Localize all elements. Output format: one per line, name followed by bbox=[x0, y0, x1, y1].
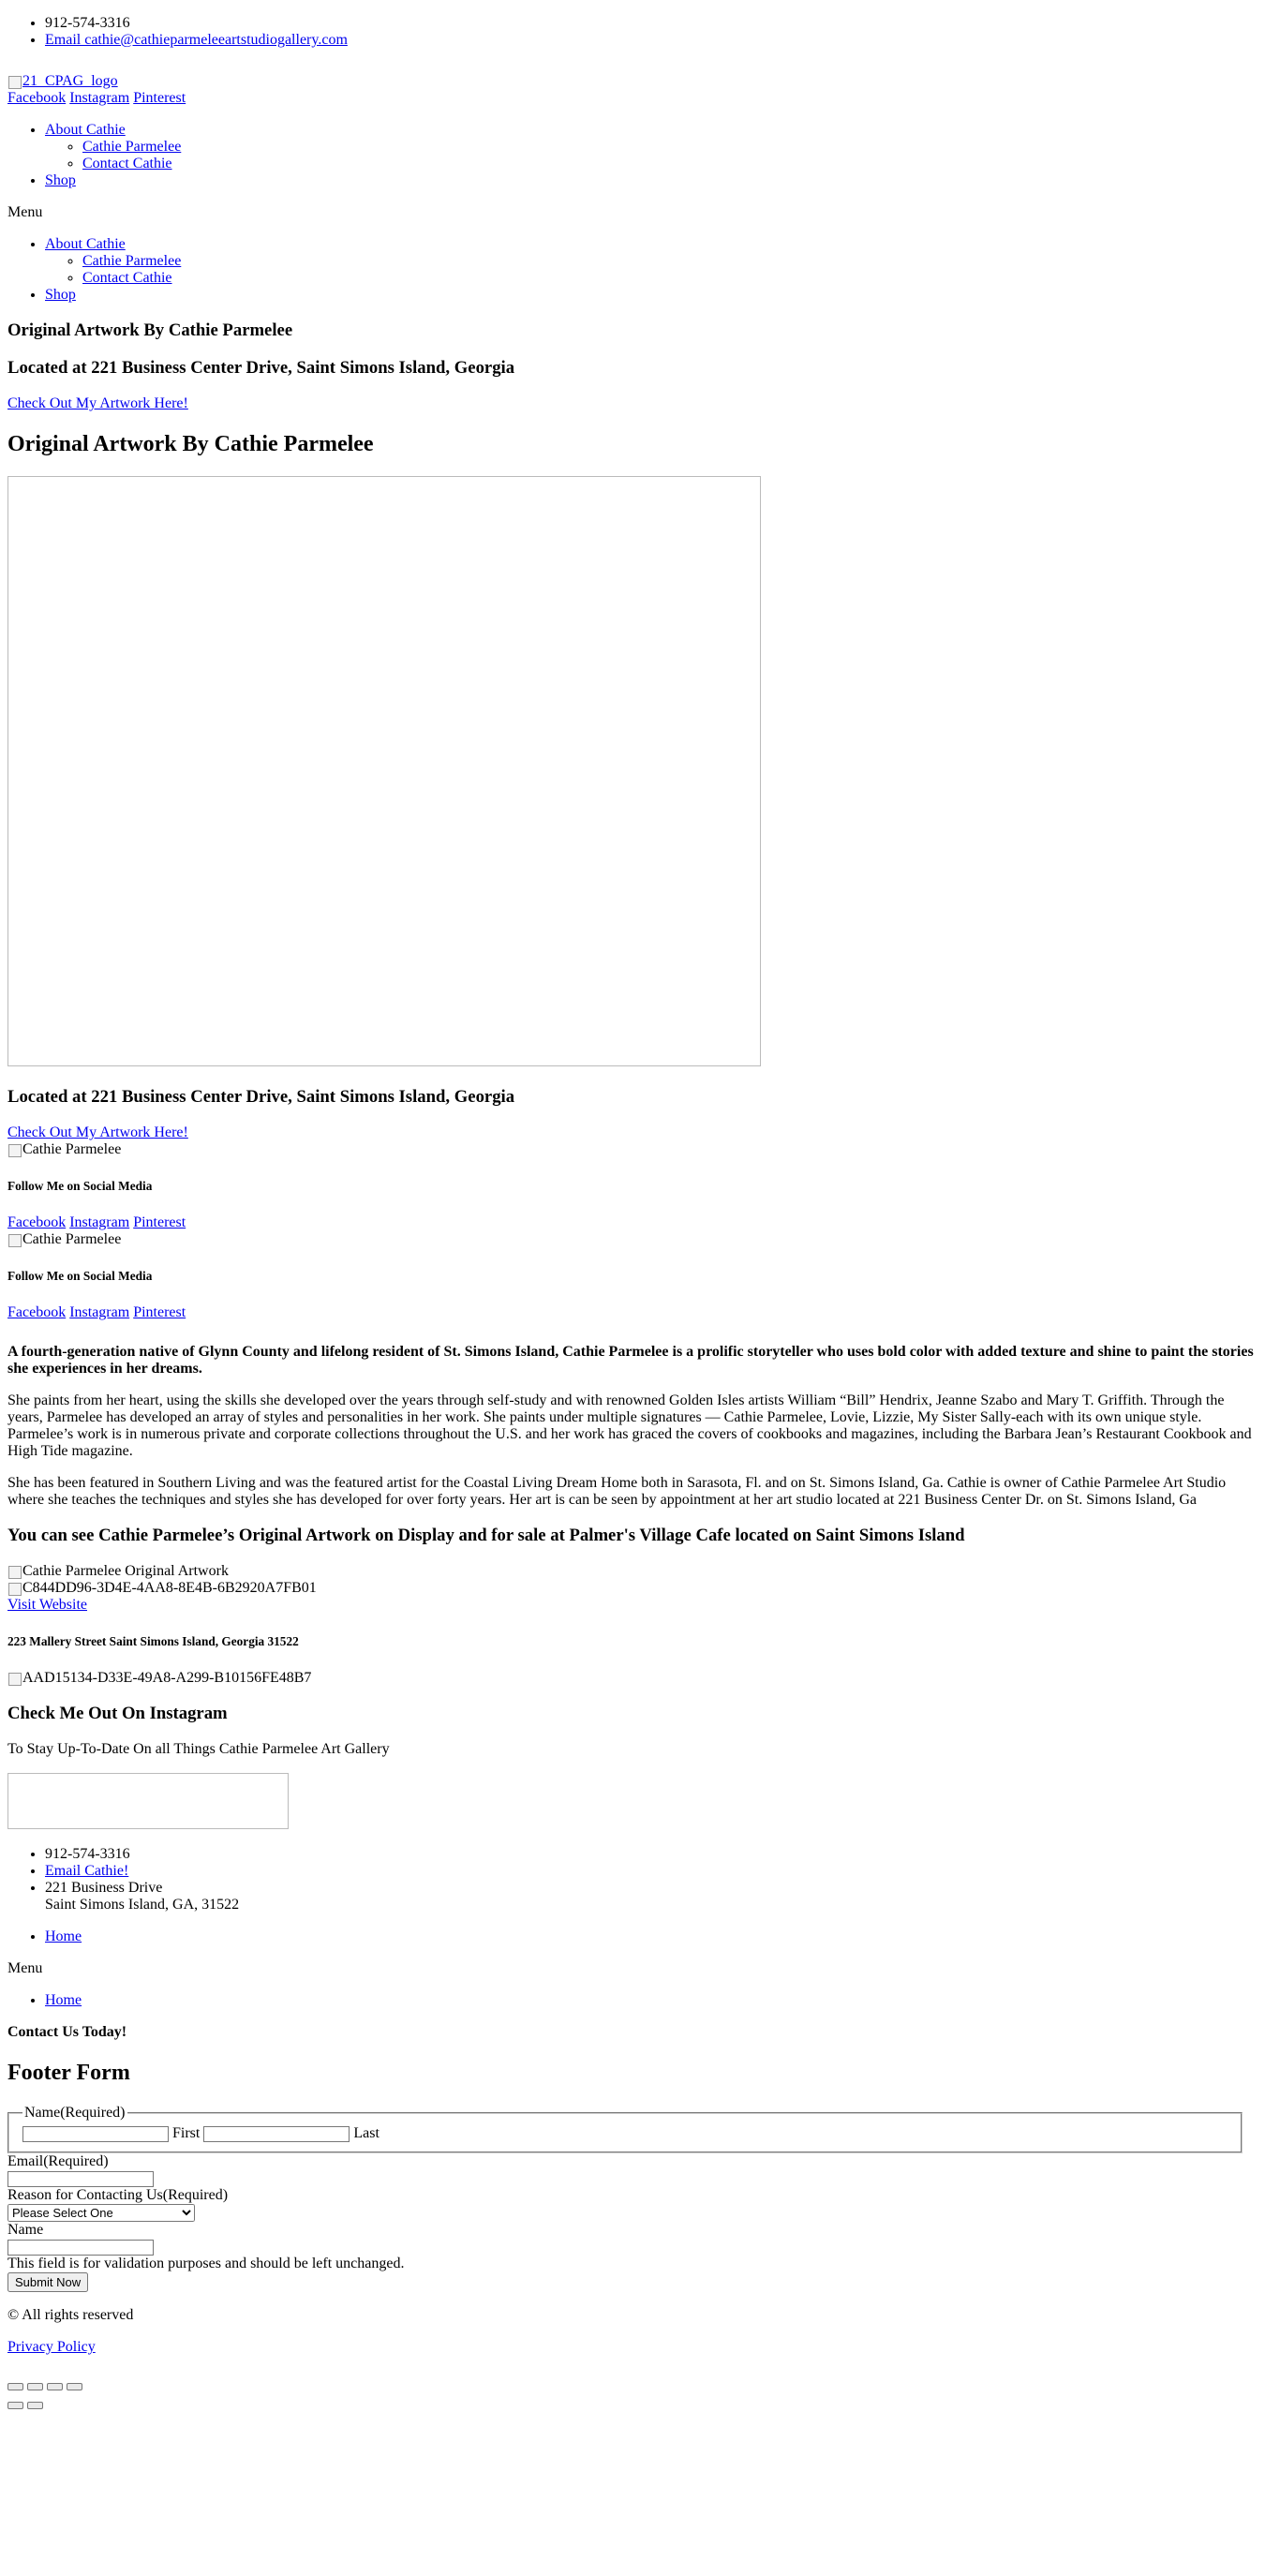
privacy-policy-link[interactable]: Privacy Policy bbox=[7, 2339, 96, 2355]
topbar-list bbox=[7, 0, 1258, 49]
footer-contact-list bbox=[7, 1846, 1258, 1913]
facebook-link[interactable]: Facebook bbox=[7, 90, 67, 106]
mobile-menu-toggle[interactable]: Menu bbox=[7, 204, 43, 220]
pinterest-link[interactable]: Pinterest bbox=[133, 1214, 186, 1230]
nav-shop[interactable]: Shop bbox=[45, 172, 76, 188]
hero-cta-link-2[interactable]: Check Out My Artwork Here! bbox=[7, 1124, 188, 1140]
palmers-image-1-alt: Cathie Parmelee Original Artwork bbox=[22, 1563, 229, 1579]
visit-website-link[interactable]: Visit Website bbox=[7, 1597, 88, 1613]
footer-address-line-1: 221 Business Drive bbox=[45, 1880, 163, 1896]
slider-dot-button[interactable] bbox=[47, 2383, 63, 2390]
footer-email-link[interactable]: Email Cathie! bbox=[45, 1863, 129, 1879]
footer-form-title: Footer Form bbox=[7, 2061, 130, 2085]
footer-address bbox=[45, 1880, 1258, 1913]
slider-controls-1 bbox=[7, 2382, 1258, 2391]
slider-controls-2 bbox=[7, 2401, 1258, 2410]
hero-artwork-image bbox=[7, 476, 761, 1066]
follow-heading-1: Follow Me on Social Media bbox=[7, 1179, 153, 1193]
instagram-heading: Check Me Out On Instagram bbox=[7, 1704, 228, 1723]
slider-next-button[interactable] bbox=[27, 2402, 43, 2409]
follow-heading-2: Follow Me on Social Media bbox=[7, 1269, 153, 1283]
instagram-link[interactable]: Instagram bbox=[69, 1304, 130, 1320]
first-name-input[interactable] bbox=[22, 2126, 169, 2142]
palmers-address: 223 Mallery Street Saint Simons Island, Georgia 31522 bbox=[7, 1634, 299, 1648]
instagram-link[interactable]: Instagram bbox=[69, 1214, 130, 1230]
mobile-nav-shop[interactable]: Shop bbox=[45, 287, 76, 303]
honeypot-input[interactable] bbox=[7, 2240, 154, 2256]
footer-menu-toggle[interactable]: Menu bbox=[7, 1960, 43, 1976]
follow-social-1 bbox=[7, 1214, 1258, 1231]
hero-title-small: Original Artwork By Cathie Parmelee bbox=[7, 320, 293, 340]
hero-location: Located at 221 Business Center Drive, Saint Simons Island, Georgia bbox=[7, 1087, 515, 1107]
honeypot-label: Name bbox=[7, 2222, 44, 2238]
site-logo[interactable] bbox=[7, 73, 118, 90]
mobile-nav-cathie-parmelee[interactable]: Cathie Parmelee bbox=[82, 253, 182, 269]
first-name-label: First bbox=[172, 2125, 201, 2141]
footer-mobile-nav bbox=[7, 1992, 1258, 2009]
topbar-email-link[interactable]: Email cathie@cathieparmeleeartstudiogallery.com bbox=[45, 32, 348, 48]
reason-label: Reason for Contacting Us(Required) bbox=[7, 2187, 229, 2203]
palmers-image-2-alt: C844DD96-3D4E-4AA8-8E4B-6B2920A7FB01 bbox=[22, 1580, 317, 1596]
palmers-heading: You can see Cathie Parmelee’s Original Artwork on Display and for sale at Palmer's Village Cafe located on Saint Simons Island bbox=[7, 1526, 965, 1545]
palmers-image-3-alt: AAD15134-D33E-49A8-A299-B10156FE48B7 bbox=[22, 1670, 312, 1686]
topbar-phone: • 912-574-3316 bbox=[45, 15, 1258, 32]
instagram-link[interactable]: Instagram bbox=[69, 90, 130, 106]
pinterest-link[interactable]: Pinterest bbox=[133, 90, 186, 106]
slider-dot-button[interactable] bbox=[7, 2383, 23, 2390]
reason-select[interactable] bbox=[7, 2204, 195, 2222]
name-legend: Name(Required) bbox=[24, 2105, 126, 2121]
last-name-input[interactable] bbox=[203, 2126, 350, 2142]
bio-paragraph-2: She has been featured in Southern Living and was the featured artist for the Coastal Living Dream Home both in Sarasota, Fl. and on St. Simons Island, Ga. Cathie is owner of Cathie Parmelee Art Studio where she teaches the techniques and styles she has developed for over forty years. Her art is can be seen by appointment at her art studio located at 221 Business Center Dr. on St. Simons Island, Ga bbox=[7, 1475, 1227, 1508]
footer-nav-home[interactable]: Home bbox=[45, 1928, 82, 1944]
copyright: © All rights reserved bbox=[7, 2307, 134, 2323]
last-name-label: Last bbox=[353, 2125, 380, 2141]
follow-image-1 bbox=[7, 1141, 121, 1158]
slider-prev-button[interactable] bbox=[7, 2402, 23, 2409]
mobile-nav-about-cathie[interactable]: About Cathie bbox=[45, 236, 126, 252]
hero-location-small: Located at 221 Business Center Drive, Saint Simons Island, Georgia bbox=[7, 358, 515, 378]
footer-nav bbox=[7, 1928, 1258, 1945]
instagram-subtext: To Stay Up-To-Date On all Things Cathie Parmelee Art Gallery bbox=[7, 1741, 390, 1757]
header-social bbox=[7, 90, 1258, 107]
logo-alt-text: 21_CPAG_logo bbox=[22, 73, 118, 89]
nav-contact-cathie[interactable]: Contact Cathie bbox=[82, 156, 172, 171]
follow-image-1-alt: Cathie Parmelee bbox=[22, 1141, 122, 1157]
facebook-link[interactable]: Facebook bbox=[7, 1304, 67, 1320]
nav-cathie-parmelee[interactable]: Cathie Parmelee bbox=[82, 139, 182, 155]
mobile-nav bbox=[7, 236, 1258, 304]
slider-dot-button[interactable] bbox=[67, 2383, 82, 2390]
bio-paragraph-1: She paints from her heart, using the skills she developed over the years through self-study and with renowned Golden Isles artists William “Bill” Hendrix, Jeanne Szabo and Mary T. Griffith. Through the years, Parmelee has developed an array of styles and personalities in her work. She paints under multiple signatures — Cathie Parmelee, Lovie, Lizzie, My Sister Sally-each with its own unique style. Parmelee’s work is in numerous private and corporate collections throughout the U.S. and her work has graced the covers of cookbooks and magazines, including the Barbara Jean’s Restaurant Cookbook and High Tide magazine. bbox=[7, 1392, 1252, 1459]
name-fieldset bbox=[7, 2105, 1243, 2153]
slider-dot-button[interactable] bbox=[27, 2383, 43, 2390]
footer-address-line-2: Saint Simons Island, GA, 31522 bbox=[45, 1897, 240, 1913]
palmers-image-3 bbox=[7, 1670, 311, 1687]
submit-button[interactable]: Submit Now bbox=[7, 2272, 88, 2292]
hero-cta-link[interactable]: Check Out My Artwork Here! bbox=[7, 395, 188, 411]
bio-lead: A fourth-generation native of Glynn County and lifelong resident of St. Simons Island, Cathie Parmelee is a prolific storyteller who uses bold color with added texture and shine to paint the stories she experiences in her dreams. bbox=[7, 1344, 1254, 1377]
facebook-link[interactable]: Facebook bbox=[7, 1214, 67, 1230]
palmers-image-1 bbox=[7, 1563, 229, 1580]
email-label: Email(Required) bbox=[7, 2153, 109, 2169]
hero-title: Original Artwork By Cathie Parmelee bbox=[7, 432, 374, 456]
primary-nav bbox=[7, 122, 1258, 189]
mobile-nav-contact-cathie[interactable]: Contact Cathie bbox=[82, 270, 172, 286]
footer-form bbox=[7, 2105, 1258, 2292]
follow-social-2 bbox=[7, 1304, 1258, 1321]
palmers-image-2 bbox=[7, 1580, 317, 1597]
honeypot-note: This field is for validation purposes and should be left unchanged. bbox=[7, 2256, 405, 2271]
footer-contact-heading: Contact Us Today! bbox=[7, 2024, 127, 2040]
follow-image-2 bbox=[7, 1231, 121, 1248]
pinterest-link[interactable]: Pinterest bbox=[133, 1304, 186, 1320]
nav-about-cathie[interactable]: About Cathie bbox=[45, 122, 126, 138]
footer-phone: • 912-574-3316 bbox=[45, 1846, 1258, 1863]
footer-mobile-nav-home[interactable]: Home bbox=[45, 1992, 82, 2008]
follow-image-2-alt: Cathie Parmelee bbox=[22, 1231, 122, 1247]
instagram-feed-image[interactable] bbox=[7, 1773, 289, 1829]
email-input[interactable] bbox=[7, 2171, 154, 2187]
